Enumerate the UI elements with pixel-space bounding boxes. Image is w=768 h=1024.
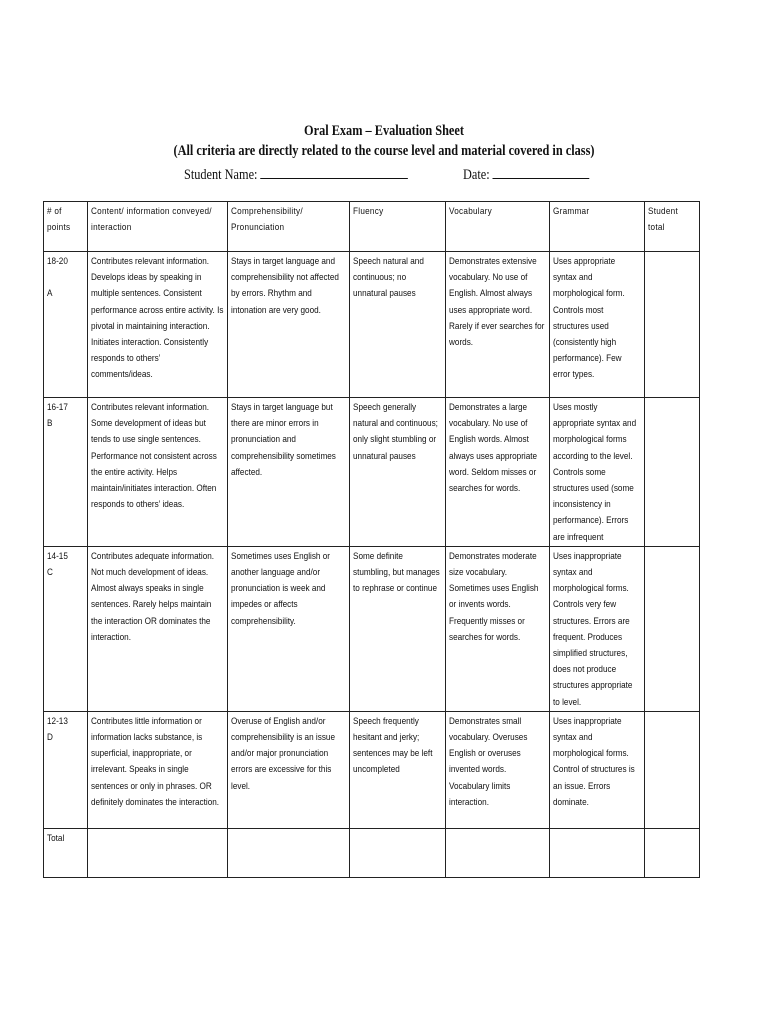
- grammar-cell: Uses mostly appropriate syntax and morphological forms according to the level. Controls some structures used (some inconsistency in performance). Errors are infrequent: [550, 398, 645, 547]
- total-student-total-cell[interactable]: [645, 828, 700, 877]
- page-subtitle: (All criteria are directly related to the course level and material covered in class): [173, 143, 595, 159]
- fluency-cell: Speech generally natural and continuous; only slight stumbling or unnatural pauses: [350, 398, 446, 547]
- comprehensibility-cell: Stays in target language and comprehensibility not affected by errors. Rhythm and intonation are very good.: [228, 252, 350, 398]
- date-field[interactable]: [463, 165, 589, 184]
- content-cell: Contributes relevant information. Develops ideas by speaking in multiple sentences. Consistent performance across entire activity. Is pivotal in maintaining interaction. Initiates interaction. Consistently responds to others’ comments/ideas.: [88, 252, 228, 398]
- vocabulary-cell: Demonstrates extensive vocabulary. No use of English. Almost always uses appropriate word. Rarely if ever searches for words.: [446, 252, 550, 398]
- comprehensibility-cell: Overuse of English and/or comprehensibility is an issue and/or major pronunciation errors are excessive for this level.: [228, 711, 350, 828]
- student-name-field[interactable]: [184, 165, 408, 184]
- header-cell-student-total: Student total: [645, 202, 700, 252]
- header-cell-content: Content/ information conveyed/ interaction: [88, 202, 228, 252]
- content-cell: Contributes little information or information lacks substance, is superficial, inappropriate, or irrelevant. Speaks in single sentences or only in phrases. OR definitely dominates the interaction.: [88, 711, 228, 828]
- student-total-cell[interactable]: [645, 546, 700, 711]
- vocabulary-cell: Demonstrates moderate size vocabulary. Sometimes uses English or invents words. Frequently misses or searches for words.: [446, 546, 550, 711]
- total-label-cell: Total: [44, 828, 88, 877]
- fluency-cell: Some definite stumbling, but manages to rephrase or continue: [350, 546, 446, 711]
- points-cell: 16-17 B: [44, 398, 88, 547]
- student-total-cell[interactable]: [645, 252, 700, 398]
- points-cell: 14-15 C: [44, 546, 88, 711]
- comprehensibility-cell: Sometimes uses English or another language and/or pronunciation is week and impedes or affects comprehensibility.: [228, 546, 350, 711]
- student-total-cell[interactable]: [645, 711, 700, 828]
- date-label: Date:: [463, 167, 490, 183]
- page-title: Oral Exam – Evaluation Sheet: [304, 123, 464, 139]
- table-row: [44, 398, 700, 547]
- table-header-row: [44, 202, 700, 252]
- total-vocabulary-cell[interactable]: [446, 828, 550, 877]
- header-cell-fluency: Fluency: [350, 202, 446, 252]
- content-cell: Contributes adequate information. Not much development of ideas. Almost always speaks in single sentences. Rarely helps maintain the interaction OR dominates the interaction.: [88, 546, 228, 711]
- table-row: [44, 546, 700, 711]
- student-name-label: Student Name:: [184, 167, 258, 183]
- total-fluency-cell[interactable]: [350, 828, 446, 877]
- points-cell: 18-20 A: [44, 252, 88, 398]
- date-blank[interactable]: [493, 165, 590, 179]
- comprehensibility-cell: Stays in target language but there are minor errors in pronunciation and comprehensibility sometimes affected.: [228, 398, 350, 547]
- content-cell: Contributes relevant information. Some development of ideas but tends to use single sentences. Performance not consistent across the entire activity. Helps maintain/initiates interaction. Often responds to others’ ideas.: [88, 398, 228, 547]
- total-content-cell[interactable]: [88, 828, 228, 877]
- header-cell-vocabulary: Vocabulary: [446, 202, 550, 252]
- student-total-cell[interactable]: [645, 398, 700, 547]
- total-comprehensibility-cell[interactable]: [228, 828, 350, 877]
- evaluation-rubric-table: [43, 201, 700, 878]
- document-header: [0, 121, 768, 161]
- fluency-cell: Speech natural and continuous; no unnatural pauses: [350, 252, 446, 398]
- total-grammar-cell[interactable]: [550, 828, 645, 877]
- vocabulary-cell: Demonstrates small vocabulary. Overuses English or overuses invented words. Vocabulary limits interaction.: [446, 711, 550, 828]
- table-row: [44, 711, 700, 828]
- points-cell: 12-13 D: [44, 711, 88, 828]
- grammar-cell: Uses inappropriate syntax and morphological forms. Control of structures is an issue. Errors dominate.: [550, 711, 645, 828]
- header-cell-grammar: Grammar: [550, 202, 645, 252]
- header-cell-points: # of points: [44, 202, 88, 252]
- grammar-cell: Uses appropriate syntax and morphological form. Controls most structures used (consistently high performance). Few error types.: [550, 252, 645, 398]
- total-row: [44, 828, 700, 877]
- student-name-blank[interactable]: [261, 165, 409, 179]
- header-cell-comprehensibility: Comprehensibility/ Pronunciation: [228, 202, 350, 252]
- table-row: [44, 252, 700, 398]
- vocabulary-cell: Demonstrates a large vocabulary. No use of English words. Almost always uses appropriate word. Seldom misses or searches for words.: [446, 398, 550, 547]
- fluency-cell: Speech frequently hesitant and jerky; sentences may be left uncompleted: [350, 711, 446, 828]
- grammar-cell: Uses inappropriate syntax and morphological forms. Controls very few structures. Errors are frequent. Produces simplified structures, does not produce structures appropriate to level.: [550, 546, 645, 711]
